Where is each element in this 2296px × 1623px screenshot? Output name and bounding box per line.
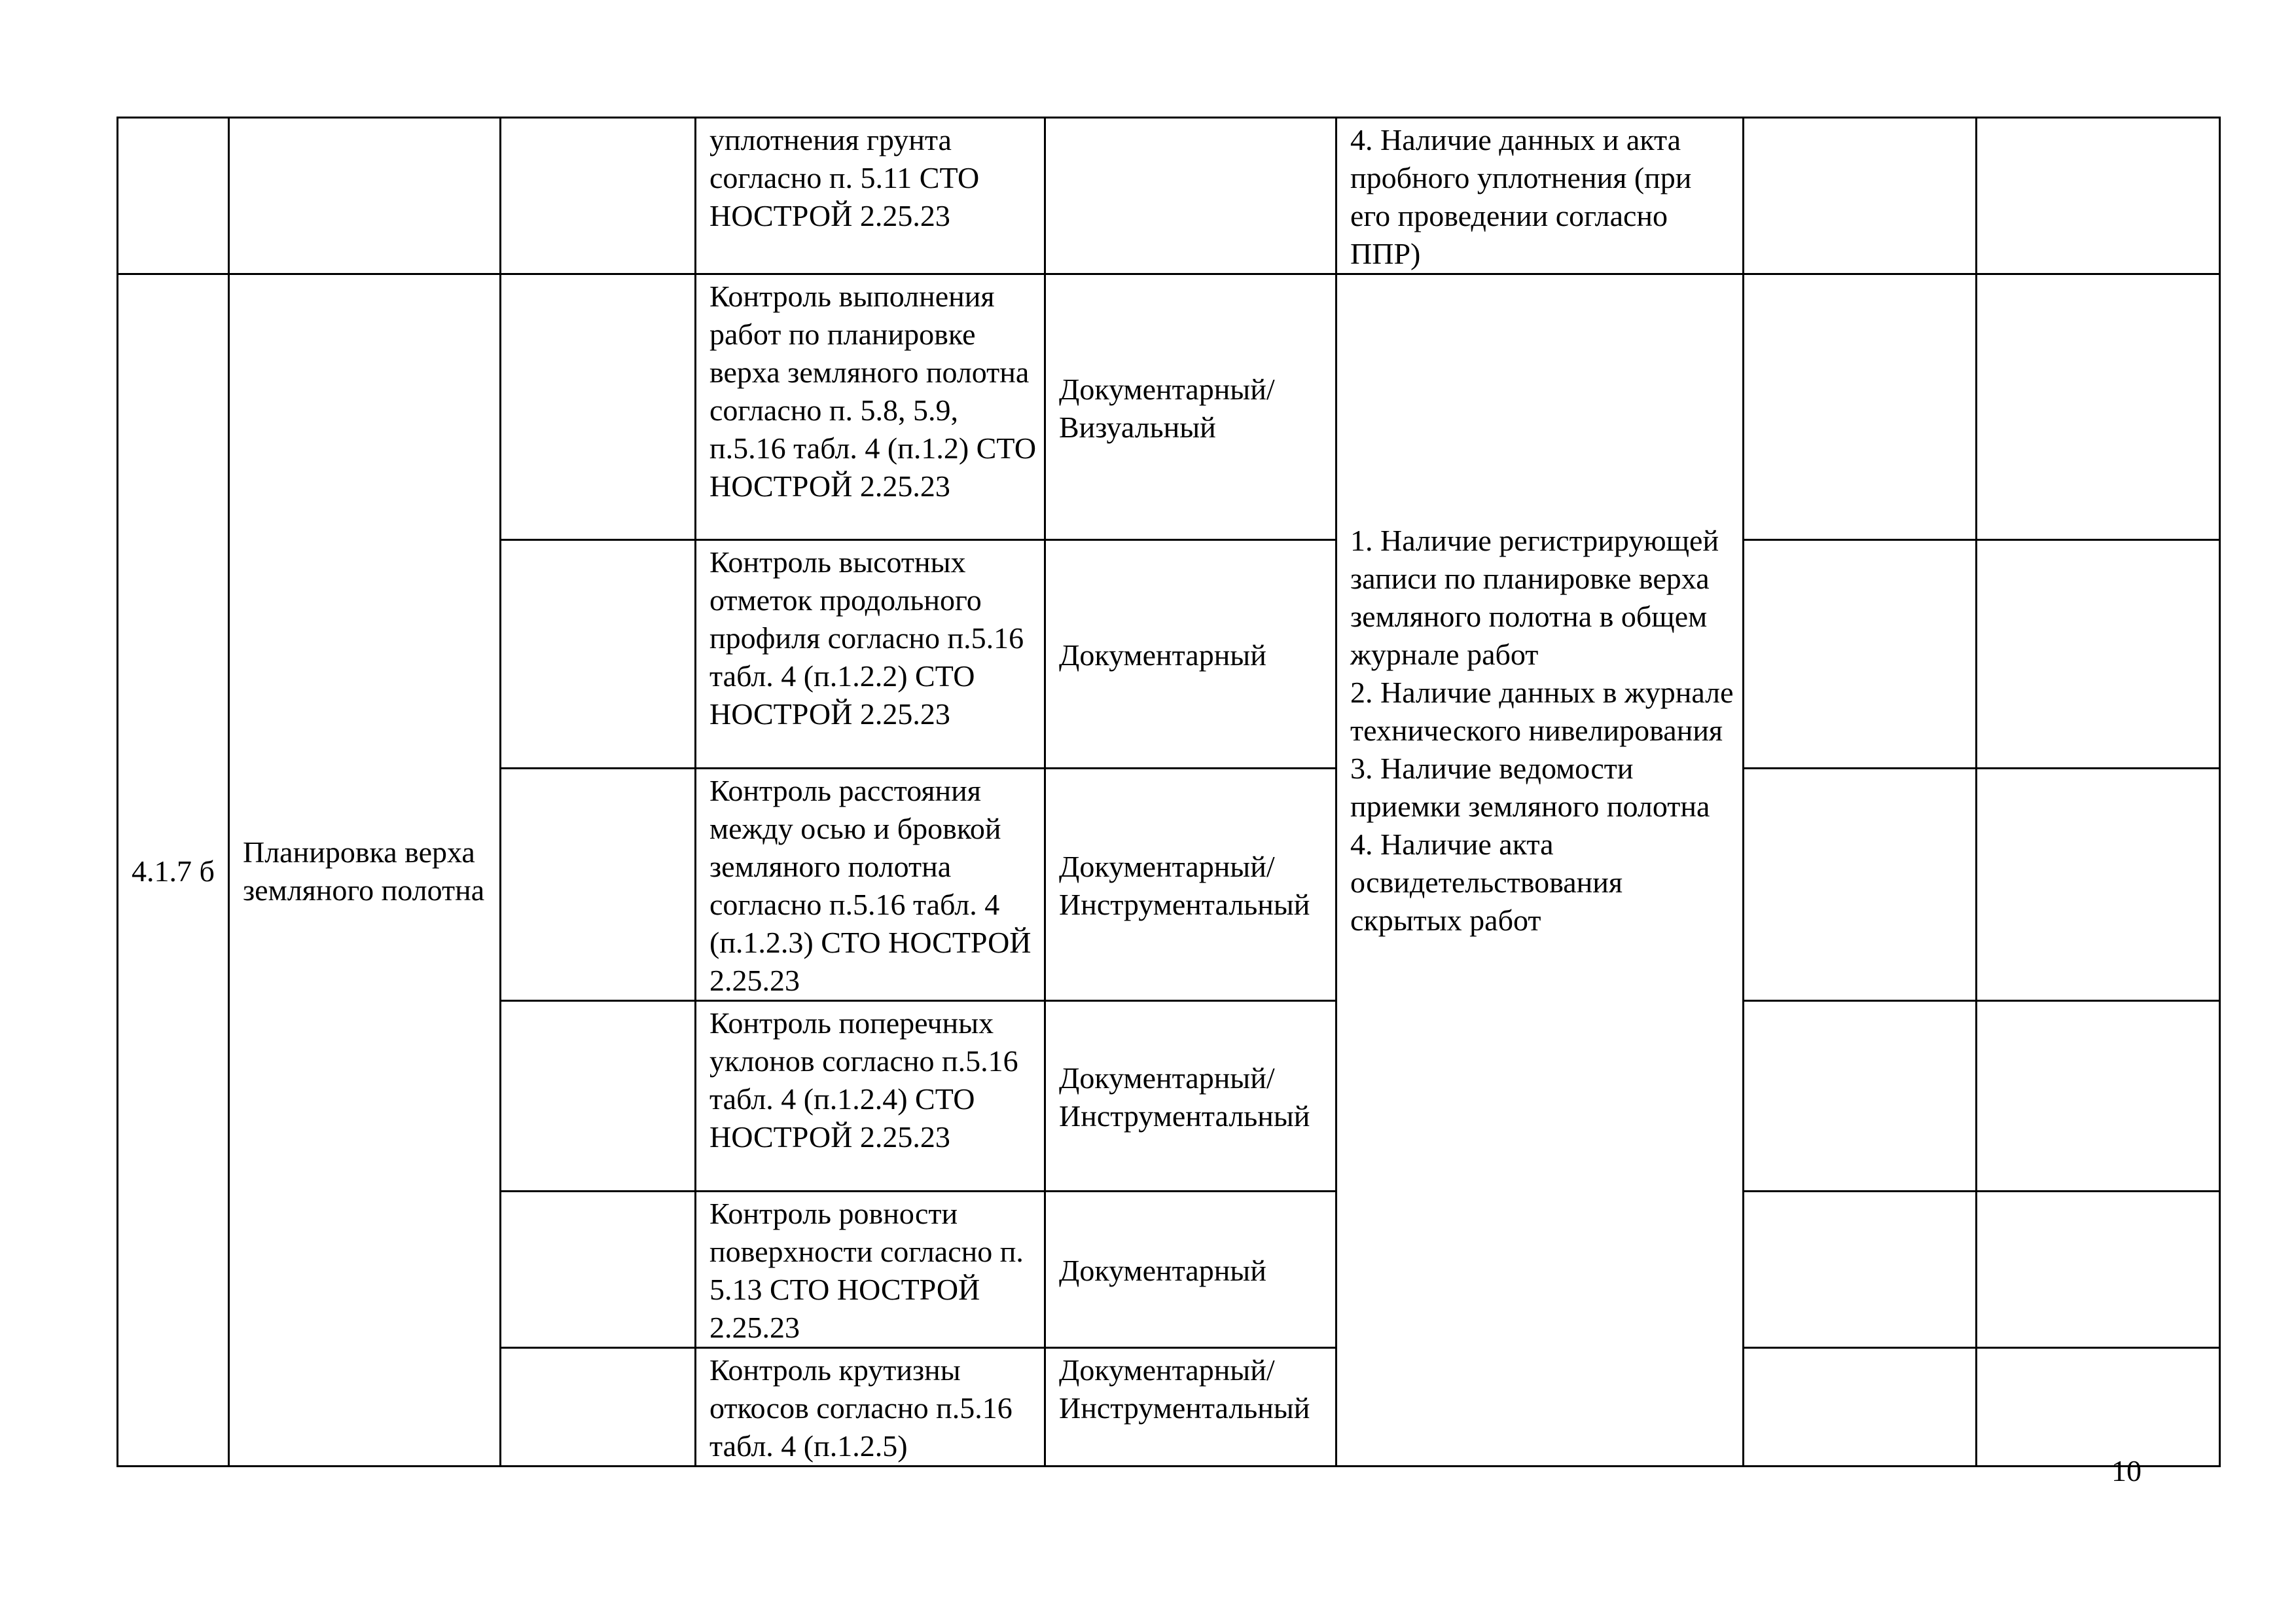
cell-empty — [501, 1001, 696, 1192]
cell-method: Документарный/ Инструментальный — [1045, 769, 1336, 1001]
cell-empty — [1744, 1348, 1977, 1467]
cell-evidence: 4. Наличие данных и акта пробного уплотнения (при его проведении согласно ППР) — [1336, 118, 1744, 274]
cell-empty — [1744, 1192, 1977, 1348]
table-row — [118, 274, 2220, 540]
cell-check: Контроль ровности поверхности согласно п. 5.13 СТО НОСТРОЙ 2.25.23 — [696, 1192, 1045, 1348]
page-number: 10 — [2111, 1454, 2142, 1487]
cell-check: Контроль поперечных уклонов согласно п.5.16 табл. 4 (п.1.2.4) СТО НОСТРОЙ 2.25.23 — [696, 1001, 1045, 1192]
section-name: Планировка верха земляного полотна — [229, 274, 501, 1467]
cell-empty — [1977, 540, 2220, 769]
cell-method: Документарный/ Визуальный — [1045, 274, 1336, 540]
cell-empty — [501, 769, 696, 1001]
cell-empty — [501, 540, 696, 769]
cell-empty — [1744, 118, 1977, 274]
cell-empty — [501, 274, 696, 540]
cell-method: Документарный/ Инструментальный — [1045, 1348, 1336, 1467]
inspection-table — [117, 117, 2221, 1467]
cell-empty — [1977, 1192, 2220, 1348]
table-row — [118, 118, 2220, 274]
cell-empty — [1977, 118, 2220, 274]
section-number: 4.1.7 б — [118, 274, 229, 1467]
cell-empty — [1977, 274, 2220, 540]
cell-empty — [501, 1192, 696, 1348]
cell-empty — [1744, 769, 1977, 1001]
cell-evidence: 1. Наличие регистрирующей записи по планировке верха земляного полотна в общем журнале работ 2. Наличие данных в журнале технического нивелирования 3. Наличие ведомости приемки земляного полотна 4. Наличие акта освидетельствования скрытых работ — [1336, 274, 1744, 1467]
cell-empty — [1744, 1001, 1977, 1192]
cell-empty — [1744, 274, 1977, 540]
cell-method: Документарный — [1045, 1192, 1336, 1348]
cell-check: Контроль расстояния между осью и бровкой земляного полотна согласно п.5.16 табл. 4 (п.1.2.3) СТО НОСТРОЙ 2.25.23 — [696, 769, 1045, 1001]
cell-method: Документарный — [1045, 540, 1336, 769]
cell-method — [1045, 118, 1336, 274]
cell-empty — [1977, 1001, 2220, 1192]
cell-empty — [501, 1348, 696, 1467]
cell-check: Контроль крутизны откосов согласно п.5.16 табл. 4 (п.1.2.5) — [696, 1348, 1045, 1467]
cell-check: уплотнения грунта согласно п. 5.11 СТО НОСТРОЙ 2.25.23 — [696, 118, 1045, 274]
cell-check: Контроль высотных отметок продольного профиля согласно п.5.16 табл. 4 (п.1.2.2) СТО НОСТРОЙ 2.25.23 — [696, 540, 1045, 769]
cell-empty — [501, 118, 696, 274]
cell-empty — [1977, 1348, 2220, 1467]
cell-empty — [1744, 540, 1977, 769]
cell-empty — [1977, 769, 2220, 1001]
cell-check: Контроль выполнения работ по планировке верха земляного полотна согласно п. 5.8, 5.9, п.5.16 табл. 4 (п.1.2) СТО НОСТРОЙ 2.25.23 — [696, 274, 1045, 540]
cell-method: Документарный/ Инструментальный — [1045, 1001, 1336, 1192]
cell-number — [118, 118, 229, 274]
cell-stage — [229, 118, 501, 274]
